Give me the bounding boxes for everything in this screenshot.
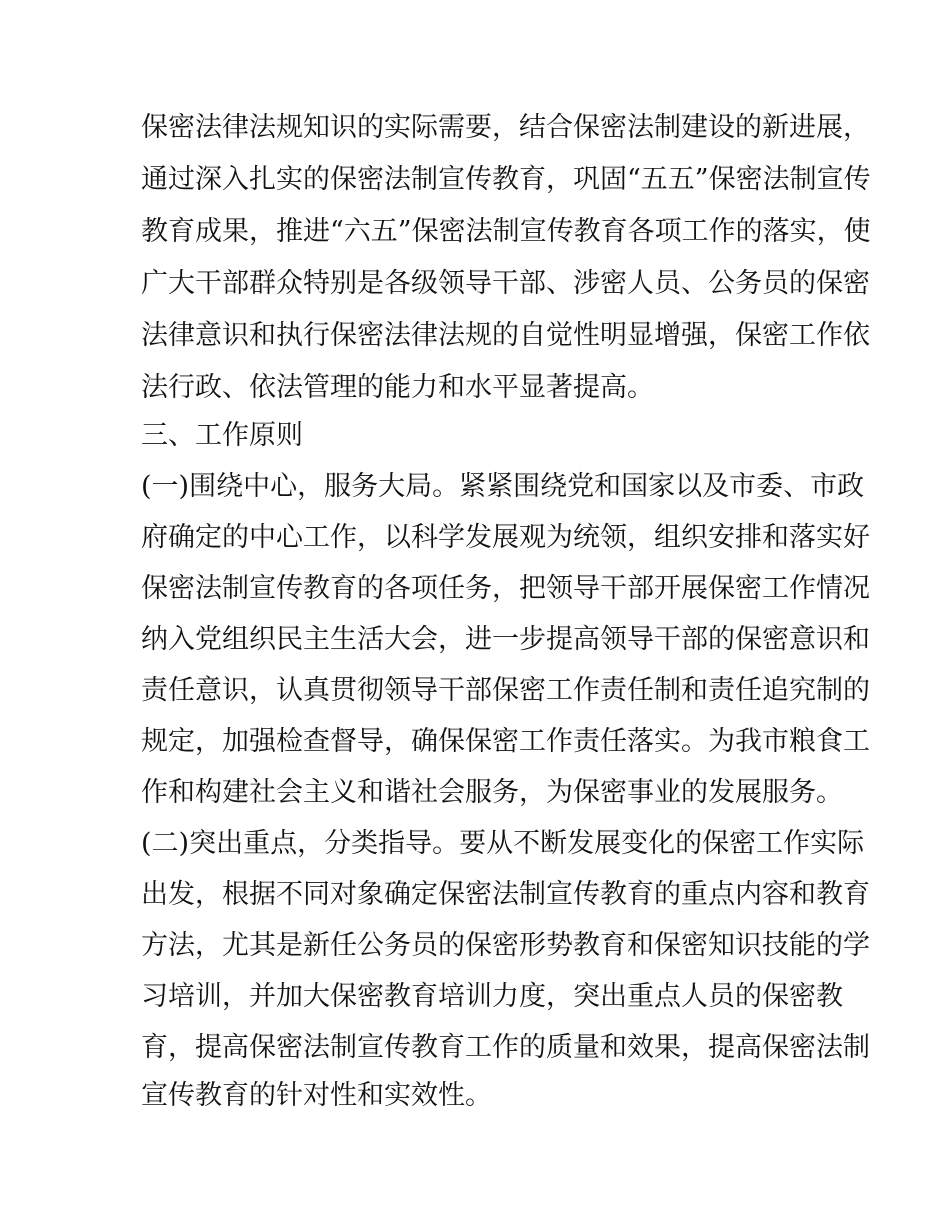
paragraph-line: 广大干部群众特别是各级领导干部、涉密人员、公务员的保密 (141, 268, 870, 299)
section-heading: 三、工作原则 (141, 420, 303, 451)
paragraph-line: (二)突出重点，分类指导。要从不断发展变化的保密工作实际 (141, 828, 865, 859)
paragraph-line: 纳入党组织民主生活大会，进一步提高领导干部的保密意识和 (141, 624, 870, 655)
paragraph-line: 保密法律法规知识的实际需要，结合保密法制建设的新进展， (141, 112, 870, 143)
paragraph-line: 通过深入扎实的保密法制宣传教育，巩固“五五”保密法制宣传 (141, 164, 871, 195)
paragraph-line: 教育成果，推进“六五”保密法制宣传教育各项工作的落实，使 (141, 216, 871, 247)
paragraph-line: 宣传教育的针对性和实效性。 (141, 1080, 492, 1111)
paragraph-line: 习培训，并加大保密教育培训力度，突出重点人员的保密教 (141, 981, 843, 1012)
paragraph-line: 法律意识和执行保密法律法规的自觉性明显增强，保密工作依 (141, 320, 870, 351)
paragraph-line: 保密法制宣传教育的各项任务，把领导干部开展保密工作情况 (141, 573, 870, 604)
paragraph-line: 方法，尤其是新任公务员的保密形势教育和保密知识技能的学 (141, 930, 870, 961)
paragraph-line: 规定，加强检查督导，确保保密工作责任落实。为我市粮食工 (141, 726, 870, 757)
paragraph-line: (一)围绕中心，服务大局。紧紧围绕党和国家以及市委、市政 (141, 471, 865, 502)
paragraph-line: 育，提高保密法制宣传教育工作的质量和效果，提高保密法制 (141, 1032, 870, 1063)
paragraph-line: 责任意识，认真贯彻领导干部保密工作责任制和责任追究制的 (141, 675, 870, 706)
paragraph-line: 作和构建社会主义和谐社会服务，为保密事业的发展服务。 (141, 777, 843, 808)
paragraph-line: 出发，根据不同对象确定保密法制宣传教育的重点内容和教育 (141, 879, 870, 910)
paragraph-line: 府确定的中心工作，以科学发展观为统领，组织安排和落实好 (141, 522, 870, 553)
paragraph-line: 法行政、依法管理的能力和水平显著提高。 (141, 372, 654, 403)
